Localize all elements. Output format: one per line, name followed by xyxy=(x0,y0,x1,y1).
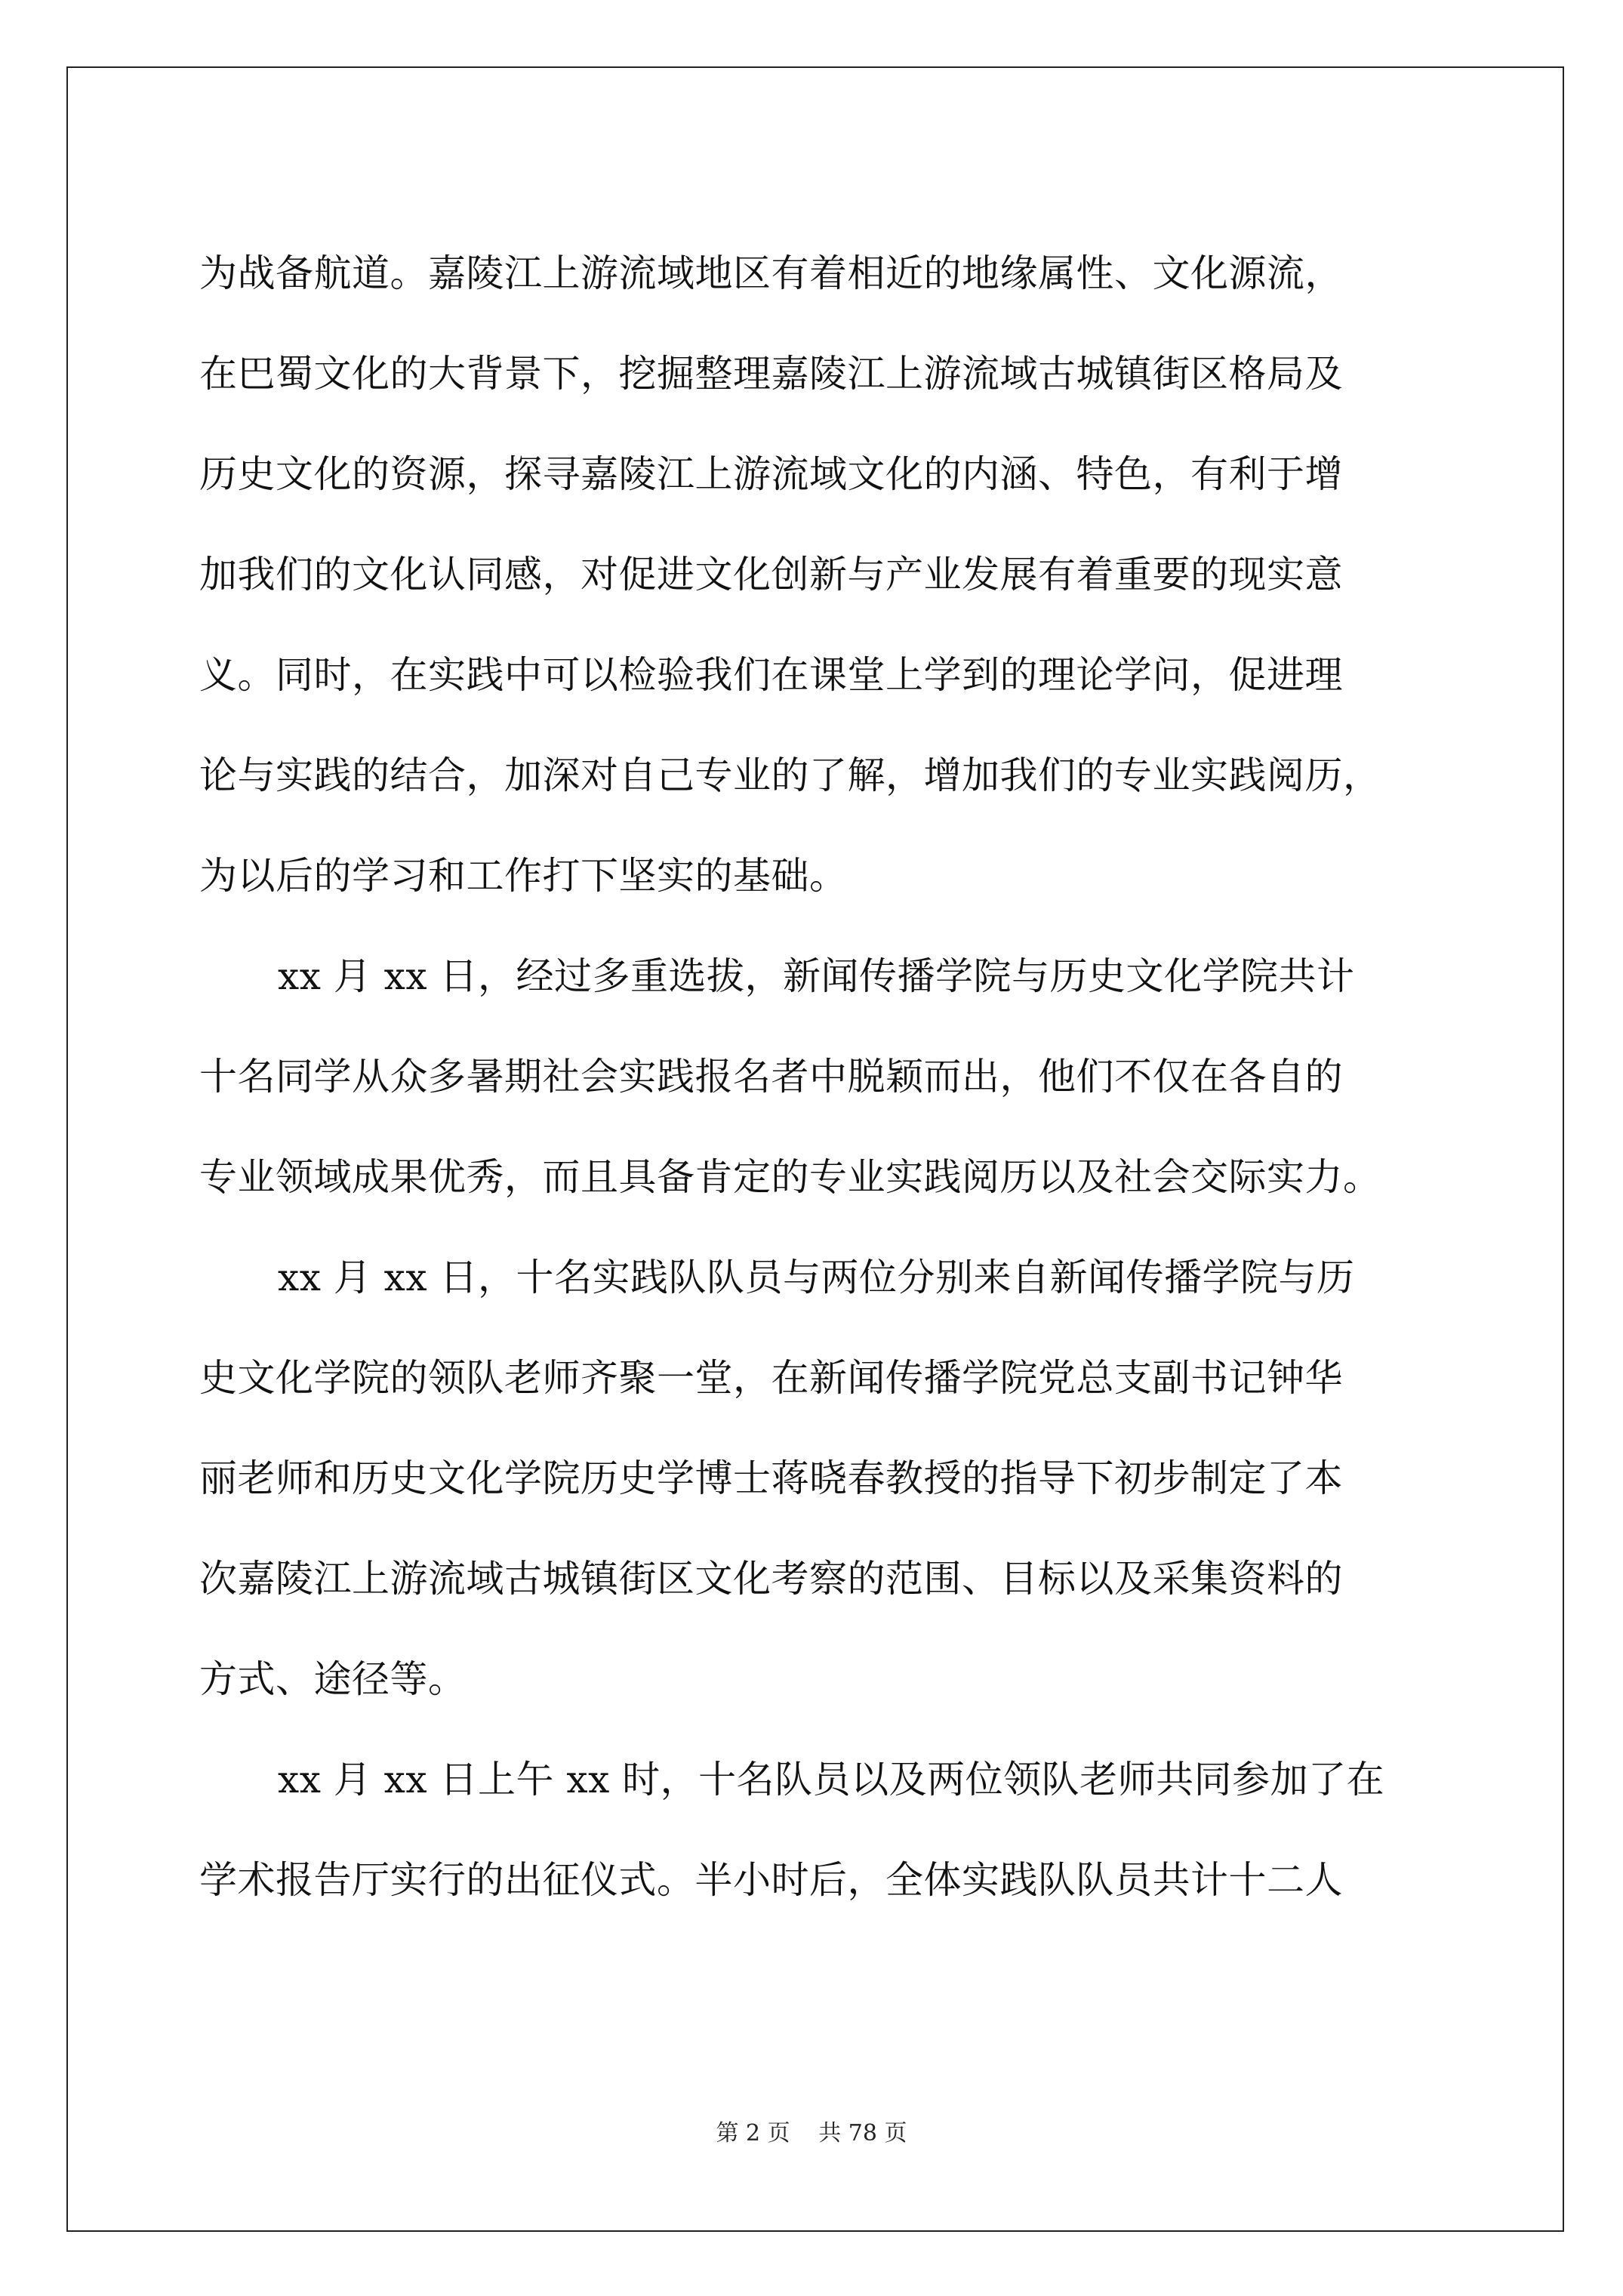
page-footer xyxy=(0,2114,1623,2147)
text-line: 历史文化的资源，探寻嘉陵江上游流域文化的内涵、特色，有利于增 xyxy=(199,452,1343,496)
text-line: 次嘉陵江上游流域古城镇街区文化考察的范围、目标以及采集资料的 xyxy=(199,1557,1343,1601)
text-line: 加我们的文化认同感，对促进文化创新与产业发展有着重要的现实意 xyxy=(199,553,1343,596)
text-line: 史文化学院的领队老师齐聚一堂，在新闻传播学院党总支副书记钟华 xyxy=(199,1356,1343,1400)
text-line: 专业领域成果优秀，而且具备肯定的专业实践阅历以及社会交际实力。 xyxy=(199,1155,1381,1199)
text-line: 方式、途径等。 xyxy=(199,1657,467,1701)
text-line: 在巴蜀文化的大背景下，挖掘整理嘉陵江上游流域古城镇街区格局及 xyxy=(199,352,1343,396)
text-line: 学术报告厅实行的出征仪式。半小时后，全体实践队队员共计十二人 xyxy=(199,1858,1343,1902)
text-line: 论与实践的结合，加深对自己专业的了解，增加我们的专业实践阅历， xyxy=(199,754,1381,797)
text-line: 十名同学从众多暑期社会实践报名者中脱颖而出，他们不仅在各自的 xyxy=(199,1055,1343,1099)
paragraph-start-line: xx 月 xx 日，十名实践队队员与两位分别来自新闻传播学院与历 xyxy=(278,1256,1355,1299)
paragraph-start-line: xx 月 xx 日上午 xx 时，十名队员以及两位领队老师共同参加了在 xyxy=(278,1758,1385,1801)
paragraph-start-line: xx 月 xx 日，经过多重选拔，新闻传播学院与历史文化学院共计 xyxy=(278,954,1355,998)
document-body xyxy=(199,223,1437,1931)
text-line: 丽老师和历史文化学院历史学博士蒋晓春教授的指导下初步制定了本 xyxy=(199,1456,1343,1500)
text-line: 为战备航道。嘉陵江上游流域地区有着相近的地缘属性、文化源流， xyxy=(199,251,1343,295)
page-number: 第 2 页 xyxy=(716,2120,790,2147)
total-pages: 共 78 页 xyxy=(818,2120,907,2147)
text-line: 义。同时，在实践中可以检验我们在课堂上学到的理论学问，促进理 xyxy=(199,653,1343,697)
text-line: 为以后的学习和工作打下坚实的基础。 xyxy=(199,854,848,898)
